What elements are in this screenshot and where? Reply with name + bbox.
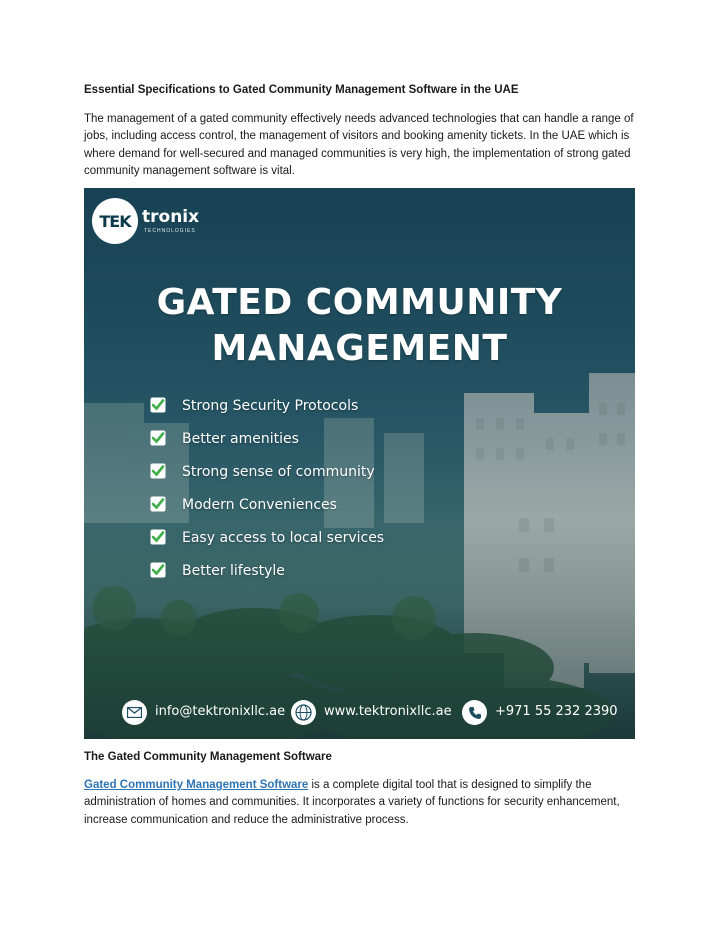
section-paragraph-text: is a complete digital tool that is designed to simplify the administration of homes and communities. It incorporates a variety of functions for security enhancement, increase communication and reduce the administrative process. <box>84 779 620 826</box>
logo-mark: TEK <box>92 198 138 244</box>
checkbox-checked-icon <box>150 430 166 446</box>
software-link[interactable]: Gated Community Management Software <box>84 779 309 791</box>
checkbox-checked-icon <box>150 496 166 512</box>
feature-label: Easy access to local services <box>182 530 385 546</box>
checkbox-checked-icon <box>150 529 166 545</box>
contact-website-text: www.tektronixllc.ae <box>324 704 452 719</box>
contact-phone-text: +971 55 232 2390 <box>495 704 618 719</box>
banner-title-line2: MANAGEMENT <box>211 328 508 369</box>
phone-icon <box>462 700 487 725</box>
tektronix-logo <box>92 198 202 244</box>
logo-name: tronix <box>142 207 200 227</box>
section-subheading: The Gated Community Management Software <box>84 751 332 763</box>
banner-title-line1: GATED COMMUNITY <box>156 282 563 323</box>
promo-banner-image <box>84 188 635 739</box>
checkbox-checked-icon <box>150 463 166 479</box>
section-paragraph <box>84 777 636 829</box>
checkbox-checked-icon <box>150 397 166 413</box>
feature-label: Modern Conveniences <box>182 497 337 513</box>
checkbox-checked-icon <box>150 562 166 578</box>
banner-title <box>84 280 635 372</box>
feature-label: Better amenities <box>182 431 299 447</box>
feature-label: Better lifestyle <box>182 563 285 579</box>
envelope-icon <box>122 700 147 725</box>
contact-email-text: info@tektronixllc.ae <box>155 704 286 719</box>
intro-paragraph: The management of a gated community effectively needs advanced technologies that can handle a range of jobs, including access control, the management of visitors and booking amenity tickets. In the UAE which is where demand for well-secured and managed communities is very high, the implementation of strong gated community management software is vital. <box>84 113 634 177</box>
globe-icon <box>291 700 316 725</box>
contact-bar <box>84 696 635 730</box>
document-heading: Essential Specifications to Gated Community Management Software in the UAE <box>84 84 519 96</box>
feature-label: Strong sense of community <box>182 464 375 480</box>
feature-label: Strong Security Protocols <box>182 398 359 414</box>
logo-tagline: TECHNOLOGIES <box>144 228 196 234</box>
